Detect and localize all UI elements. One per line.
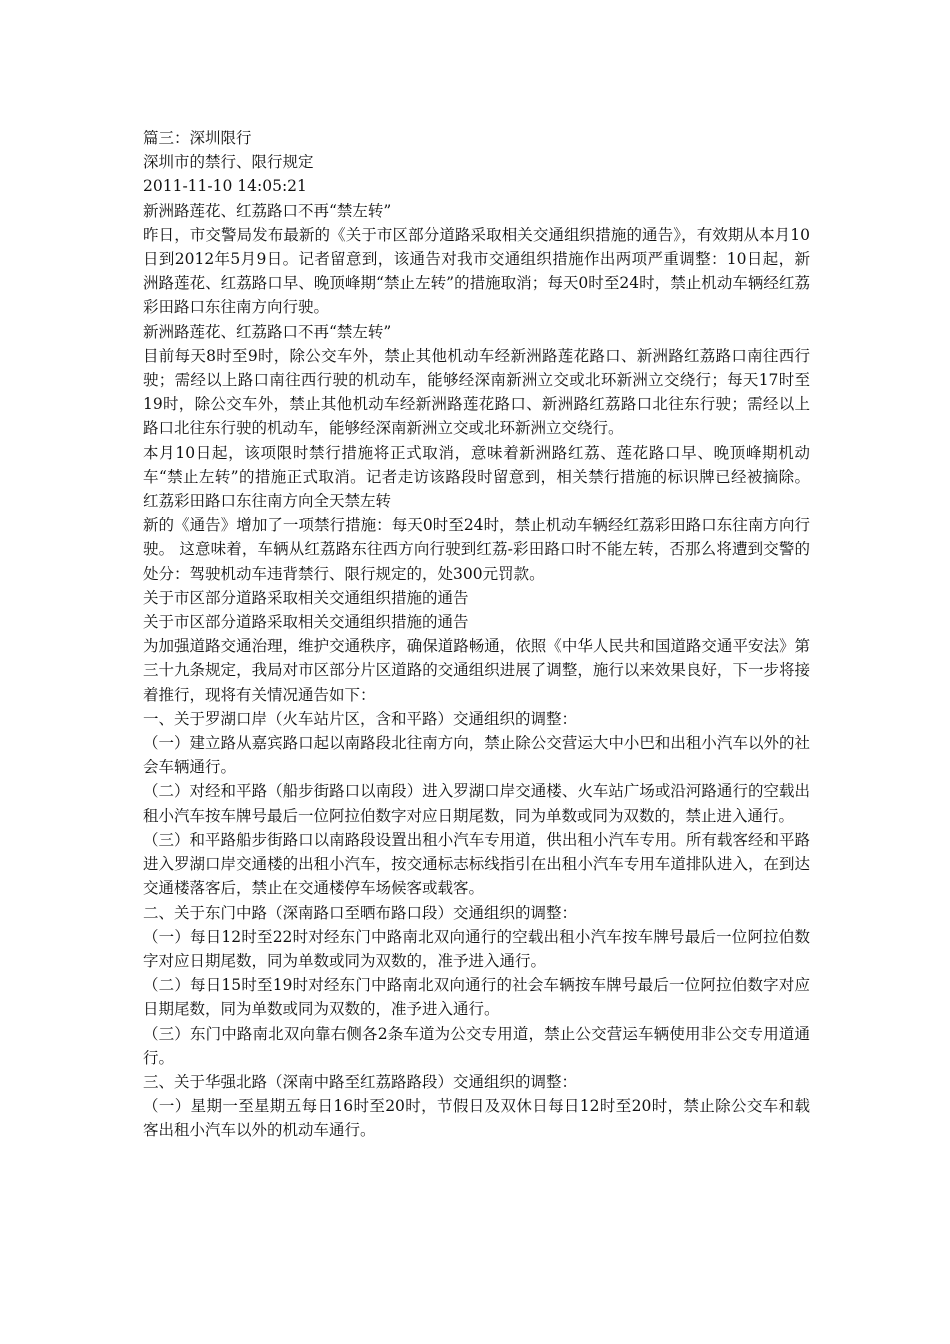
body-paragraph: 新的《通告》增加了一项禁行措施：每天0时至24时，禁止机动车辆经红荔彩田路口东往南方向行驶。 这意味着，车辆从红荔路东往西方向行驶到红荔-彩田路口时不能左转，否那么将遭到交警的处分：驾驶机动车违背禁行、限行规定的，处300元罚款。 bbox=[143, 516, 810, 583]
body-paragraph: 目前每天8时至9时，除公交车外，禁止其他机动车经新洲路莲花路口、新洲路红荔路口南往西行驶；需经以上路口南往西行驶的机动车，能够经深南新洲立交或北环新洲立交绕行；每天17时至19时，除公交车外，禁止其他机动车经新洲路莲花路口、新洲路红荔路口北往东行驶；需经以上路口北往东行驶的机动车，能够经深南新洲立交或北环新洲立交绕行。 bbox=[143, 346, 810, 438]
section-heading: 新洲路莲花、红荔路口不再“禁左转” bbox=[143, 322, 392, 341]
article-timestamp: 2011-11-10 14:05:21 bbox=[143, 177, 307, 196]
list-item: （三）东门中路南北双向靠右侧各2条车道为公交专用道，禁止公交营运车辆使用非公交专用道通行。 bbox=[143, 1024, 810, 1067]
section-heading: 三、关于华强北路（深南中路至红荔路路段）交通组织的调整： bbox=[143, 1072, 578, 1091]
body-paragraph: 昨日，市交警局发布最新的《关于市区部分道路采取相关交通组织措施的通告》，有效期从本月10日到2012年5月9日。记者留意到，该通告对我市交通组织措施作出两项严重调整：10日起，新洲路莲花、红荔路口早、晚顶峰期“禁止左转”的措施取消；每天0时至24时，禁止机动车辆经红荔彩田路口东往南方向行驶。 bbox=[143, 225, 810, 317]
list-item: （三）和平路船步街路口以南路段设置出租小汽车专用道，供出租小汽车专用。所有载客经和平路进入罗湖口岸交通楼的出租小汽车，按交通标志标线指引在出租小汽车专用车道排队进入，在到达交通楼落客后，禁止在交通楼停车场候客或载客。 bbox=[143, 830, 810, 898]
document-body bbox=[143, 126, 810, 1143]
list-item: （一）建立路从嘉宾路口起以南路段北往南方向，禁止除公交营运大中小巴和出租小汽车以外的社会车辆通行。 bbox=[143, 734, 810, 777]
body-paragraph: 为加强道路交通治理，维护交通秩序，确保道路畅通，依照《中华人民共和国道路交通平安法》第三十九条规定，我局对市区部分片区道路的交通组织进展了调整，施行以来效果良好，下一步将接着推行，现将有关情况通告如下： bbox=[143, 637, 810, 704]
section-heading: 二、关于东门中路（深南路口至晒布路口段）交通组织的调整： bbox=[143, 903, 578, 922]
document-heading: 篇三：深圳限行 bbox=[143, 129, 252, 147]
notice-title: 关于市区部分道路采取相关交通组织措施的通告 bbox=[143, 613, 469, 632]
section-heading: 新洲路莲花、红荔路口不再“禁左转” bbox=[143, 201, 392, 220]
body-paragraph: 本月10日起，该项限时禁行措施将正式取消，意味着新洲路红荔、莲花路口早、晚顶峰期机动车“禁止左转”的措施正式取消。记者走访该路段时留意到，相关禁行措施的标识牌已经被摘除。 红荔彩田路口东往南方向全天禁左转 bbox=[143, 443, 810, 511]
section-heading: 一、关于罗湖口岸（火车站片区，含和平路）交通组织的调整： bbox=[143, 709, 578, 728]
list-item: （一）星期一至星期五每日16时至20时，节假日及双休日每日12时至20时，禁止除公交车和载客出租小汽车以外的机动车通行。 bbox=[143, 1097, 810, 1140]
list-item: （二）每日15时至19时对经东门中路南北双向通行的社会车辆按车牌号最后一位阿拉伯数字对应日期尾数，同为单数或同为双数的，准予进入通行。 bbox=[143, 976, 810, 1019]
list-item: （二）对经和平路（船步街路口以南段）进入罗湖口岸交通楼、火车站广场或沿河路通行的空载出租小汽车按车牌号最后一位阿拉伯数字对应日期尾数，同为单数或同为双数的，禁止进入通行。 bbox=[143, 782, 810, 825]
article-title: 深圳市的禁行、限行规定 bbox=[143, 153, 314, 172]
list-item: （一）每日12时至22时对经东门中路南北双向通行的空载出租小汽车按车牌号最后一位阿拉伯数字对应日期尾数，同为单数或同为双数的，准予进入通行。 bbox=[143, 927, 810, 970]
notice-title: 关于市区部分道路采取相关交通组织措施的通告 bbox=[143, 588, 469, 607]
